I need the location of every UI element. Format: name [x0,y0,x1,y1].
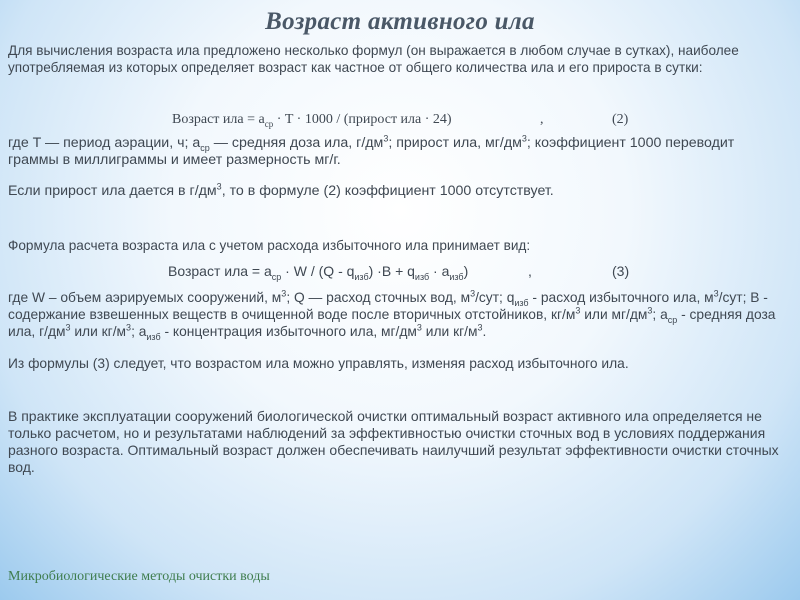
formula-3-conclusion: Из формулы (3) следует, что возрастом ила можно управлять, изменяя расход избыточного ила. [8,356,629,371]
formula-2-number: (2) [612,112,629,127]
formula-2: Возраст ила = $а_{ср} \cdot T \cdot 1000$ / (прирост ила · 24) [172,112,452,129]
footer-caption: Микробиологические методы очистки воды [8,569,270,584]
formula-3-comma: , [528,263,532,279]
slide-title: Возраст активного ила [265,8,535,35]
practice-paragraph: В практике эксплуатации сооружений биологической очистки оптимальный возраст активного ила определяется не только расчетом, но и результатами наблюдений за эффективностью очистки сточных вод в условиях поддержания разного возраста. Оптимальный возраст должен обеспечивать наилучший результат эффективности очистки сточных вод. [8,408,779,475]
formula-2-explanation: где T — период аэрации, ч; $а_{ср}$ — средняя доза ила, $г/дм^3$; прирост ила, $мг/дм^3$; коэффициент 1000 переводит граммы в миллиграммы и имеет размерность мг/г. [8,133,735,168]
formula-2-note: Если прирост ила дается в $г/дм^3$, то в формуле (2) коэффициент 1000 отсутствует. [8,181,554,199]
formula-3-intro: Формула расчета возраста ила с учетом расхода избыточного ила принимает вид: [8,238,531,253]
formula-3-explanation: где W – объем аэрируемых сооружений, $м^3$; Q — расход сточных вод, $м^3$/сут; $q_{изб}$ - расход избыточного ила, $м^3$/сут; B - содержание взвешенных веществ в очищенной воде после вторичных отстойников, $кг/м^3$ или $мг/дм^3$; $а_{ср}$ - средняя доза ила, $г/дм^3$ или $кг/м^3$; $а_{изб}$ - концентрация избыточного ила, $мг/дм^3$ или $кг/м^3$. [8,288,776,342]
formula-3: Возраст ила = $а_{ср} \cdot W / (Q - q_{изб}) \cdot B + q_{изб} \cdot а_{изб}$) [168,263,469,282]
formula-2-comma: , [540,112,544,127]
intro-paragraph: Для вычисления возраста ила предложено несколько формул (он выражается в любом случае в сутках), наиболее употребляемая из которых определяет возраст как частное от общего количества ила и его прироста в сутки: [8,43,739,75]
formula-3-number: (3) [612,263,630,279]
